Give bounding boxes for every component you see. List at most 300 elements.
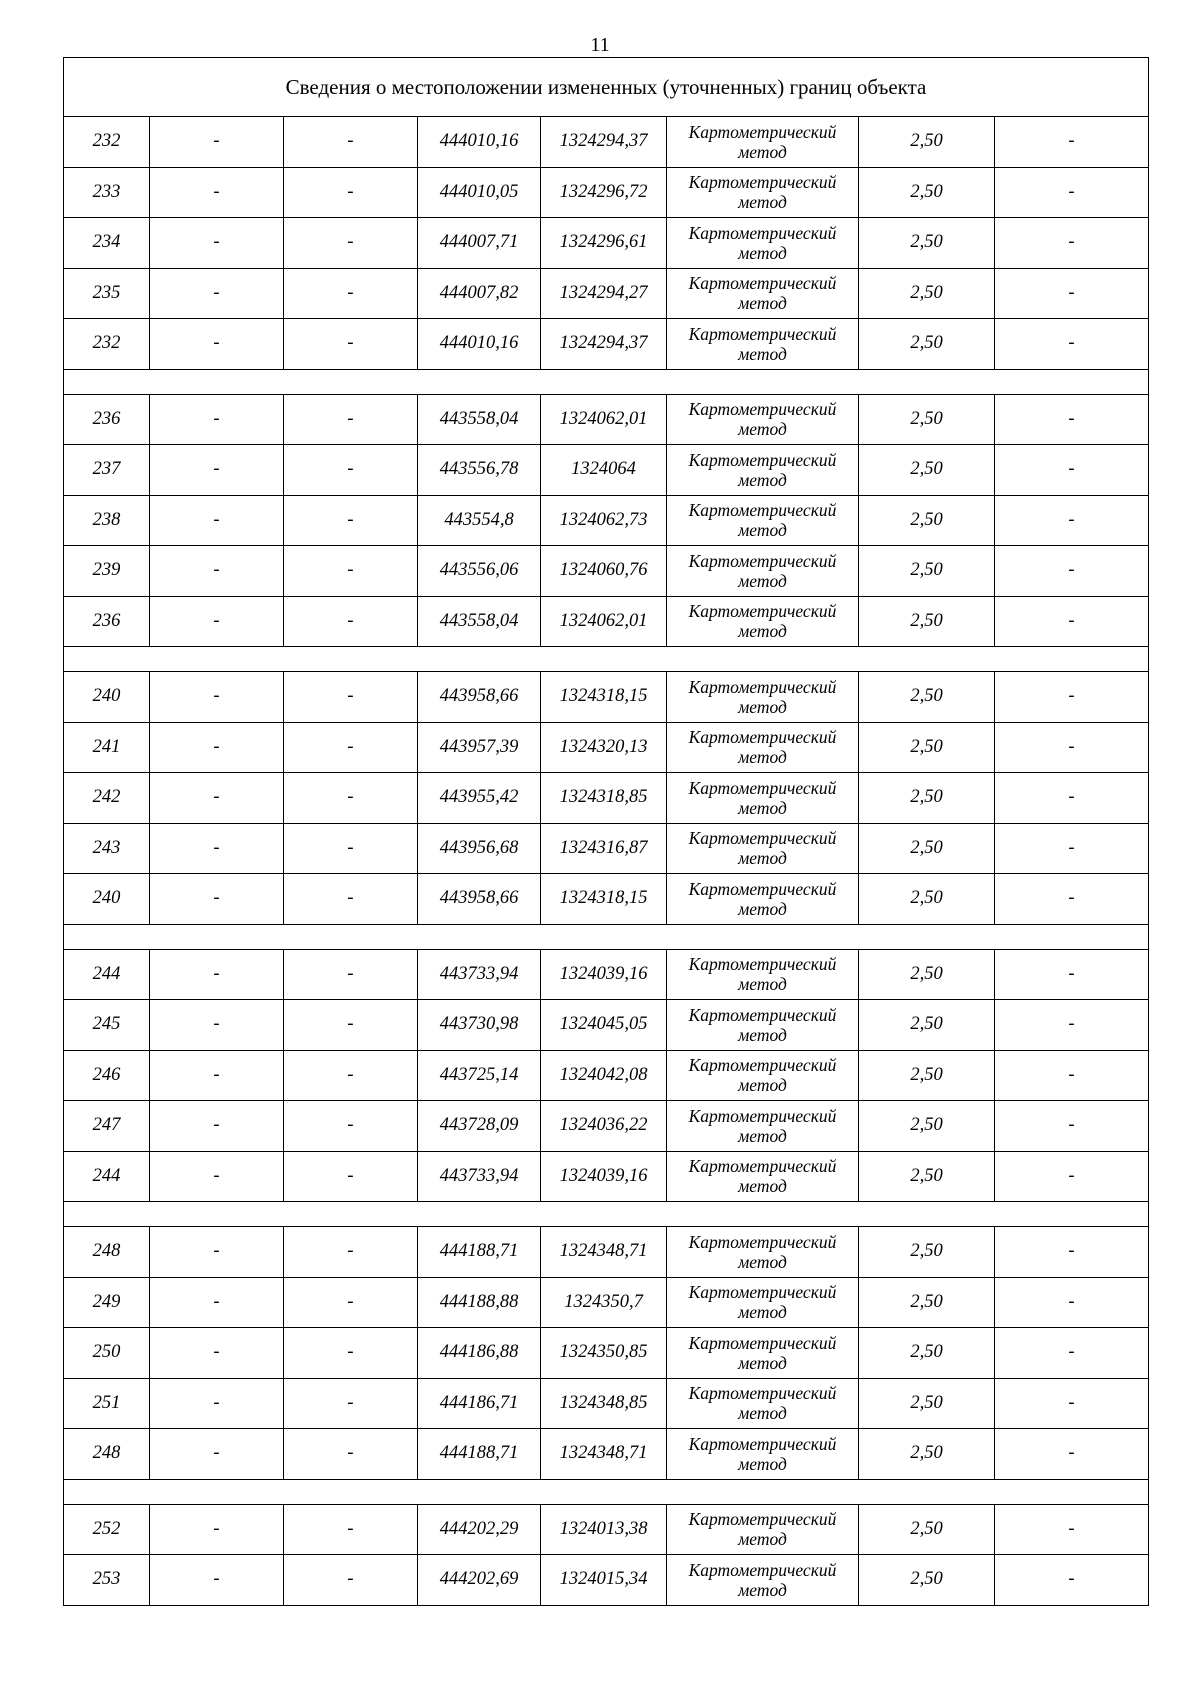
empty-cell: - [284, 546, 418, 597]
empty-cell: - [150, 672, 284, 723]
accuracy-cell: 2,50 [859, 1555, 995, 1606]
x-coordinate-cell: 444010,05 [418, 167, 541, 218]
y-coordinate-cell: 1324013,38 [541, 1504, 667, 1555]
method-cell [667, 773, 859, 824]
empty-cell: - [150, 1277, 284, 1328]
method-line-2: метод [738, 1075, 787, 1096]
empty-cell: - [150, 823, 284, 874]
x-coordinate-cell: 443556,78 [418, 445, 541, 496]
x-coordinate-cell: 443956,68 [418, 823, 541, 874]
method-cell [667, 874, 859, 925]
method-line-2: метод [738, 192, 787, 213]
table-body [64, 58, 1149, 1606]
empty-cell: - [150, 1050, 284, 1101]
method-line-1: Картометрический [688, 1105, 837, 1126]
y-coordinate-cell: 1324062,01 [541, 394, 667, 445]
table-row [64, 167, 1149, 218]
accuracy-cell: 2,50 [859, 117, 995, 168]
description-cell: - [995, 596, 1149, 647]
x-coordinate-cell: 444010,16 [418, 319, 541, 370]
description-cell: - [995, 672, 1149, 723]
empty-cell: - [284, 1227, 418, 1278]
description-cell: - [995, 1328, 1149, 1379]
y-coordinate-cell: 1324350,7 [541, 1277, 667, 1328]
y-coordinate-cell: 1324348,85 [541, 1378, 667, 1429]
x-coordinate-cell: 443558,04 [418, 394, 541, 445]
method-cell [667, 117, 859, 168]
method-line-1: Картометрический [688, 601, 837, 622]
method-cell [667, 319, 859, 370]
description-cell: - [995, 319, 1149, 370]
method-line-1: Картометрический [688, 1559, 837, 1580]
x-coordinate-cell: 444186,88 [418, 1328, 541, 1379]
method-line-1: Картометрический [688, 1055, 837, 1076]
x-coordinate-cell: 444202,29 [418, 1504, 541, 1555]
x-coordinate-cell: 443733,94 [418, 1151, 541, 1202]
accuracy-cell: 2,50 [859, 596, 995, 647]
x-coordinate-cell: 444188,71 [418, 1429, 541, 1480]
group-separator [64, 924, 1149, 949]
description-cell: - [995, 823, 1149, 874]
method-line-2: метод [738, 1125, 787, 1146]
empty-cell: - [150, 773, 284, 824]
y-coordinate-cell: 1324296,72 [541, 167, 667, 218]
description-cell: - [995, 1227, 1149, 1278]
description-cell: - [995, 1378, 1149, 1429]
method-line-1: Картометрический [688, 449, 837, 470]
empty-cell: - [284, 1050, 418, 1101]
table-title: Сведения о местоположении измененных (уточненных) границ объекта [64, 58, 1149, 117]
method-cell [667, 1227, 859, 1278]
method-cell [667, 546, 859, 597]
y-coordinate-cell: 1324042,08 [541, 1050, 667, 1101]
point-number-cell: 248 [64, 1429, 150, 1480]
table-row [64, 1277, 1149, 1328]
accuracy-cell: 2,50 [859, 1429, 995, 1480]
y-coordinate-cell: 1324318,15 [541, 874, 667, 925]
table-row [64, 117, 1149, 168]
table-row [64, 1429, 1149, 1480]
x-coordinate-cell: 443558,04 [418, 596, 541, 647]
method-cell [667, 445, 859, 496]
method-line-1: Картометрический [688, 1156, 837, 1177]
table-row [64, 546, 1149, 597]
description-cell: - [995, 495, 1149, 546]
accuracy-cell: 2,50 [859, 167, 995, 218]
point-number-cell: 235 [64, 268, 150, 319]
empty-cell: - [284, 1000, 418, 1051]
empty-cell: - [150, 1429, 284, 1480]
x-coordinate-cell: 443958,66 [418, 874, 541, 925]
accuracy-cell: 2,50 [859, 1227, 995, 1278]
method-line-2: метод [738, 141, 787, 162]
description-cell: - [995, 1050, 1149, 1101]
table-row [64, 874, 1149, 925]
accuracy-cell: 2,50 [859, 949, 995, 1000]
empty-cell: - [150, 1504, 284, 1555]
y-coordinate-cell: 1324294,37 [541, 319, 667, 370]
description-cell: - [995, 949, 1149, 1000]
point-number-cell: 233 [64, 167, 150, 218]
y-coordinate-cell: 1324318,15 [541, 672, 667, 723]
accuracy-cell: 2,50 [859, 319, 995, 370]
empty-cell: - [150, 722, 284, 773]
empty-cell: - [284, 773, 418, 824]
method-line-2: метод [738, 469, 787, 490]
table-row [64, 722, 1149, 773]
description-cell: - [995, 722, 1149, 773]
group-separator-row [64, 1479, 1149, 1504]
y-coordinate-cell: 1324039,16 [541, 949, 667, 1000]
y-coordinate-cell: 1324045,05 [541, 1000, 667, 1051]
empty-cell: - [150, 1555, 284, 1606]
table-row [64, 1328, 1149, 1379]
x-coordinate-cell: 444202,69 [418, 1555, 541, 1606]
empty-cell: - [284, 874, 418, 925]
method-cell [667, 218, 859, 269]
table-row [64, 773, 1149, 824]
accuracy-cell: 2,50 [859, 773, 995, 824]
empty-cell: - [284, 823, 418, 874]
method-line-2: метод [738, 1251, 787, 1272]
group-separator-row [64, 924, 1149, 949]
table-row [64, 1378, 1149, 1429]
description-cell: - [995, 268, 1149, 319]
empty-cell: - [150, 1101, 284, 1152]
method-cell [667, 949, 859, 1000]
empty-cell: - [150, 445, 284, 496]
y-coordinate-cell: 1324294,37 [541, 117, 667, 168]
accuracy-cell: 2,50 [859, 874, 995, 925]
table-row [64, 1101, 1149, 1152]
method-line-1: Картометрический [688, 1383, 837, 1404]
method-line-2: метод [738, 898, 787, 919]
method-line-2: метод [738, 1453, 787, 1474]
point-number-cell: 244 [64, 949, 150, 1000]
method-line-2: метод [738, 1024, 787, 1045]
y-coordinate-cell: 1324060,76 [541, 546, 667, 597]
point-number-cell: 241 [64, 722, 150, 773]
accuracy-cell: 2,50 [859, 1277, 995, 1328]
description-cell: - [995, 218, 1149, 269]
description-cell: - [995, 1277, 1149, 1328]
x-coordinate-cell: 444188,71 [418, 1227, 541, 1278]
empty-cell: - [284, 722, 418, 773]
y-coordinate-cell: 1324015,34 [541, 1555, 667, 1606]
method-cell [667, 1101, 859, 1152]
method-line-2: метод [738, 293, 787, 314]
point-number-cell: 245 [64, 1000, 150, 1051]
y-coordinate-cell: 1324348,71 [541, 1429, 667, 1480]
method-cell [667, 672, 859, 723]
group-separator-row [64, 647, 1149, 672]
accuracy-cell: 2,50 [859, 445, 995, 496]
empty-cell: - [284, 319, 418, 370]
description-cell: - [995, 1504, 1149, 1555]
table-row [64, 1555, 1149, 1606]
empty-cell: - [150, 117, 284, 168]
point-number-cell: 243 [64, 823, 150, 874]
method-cell [667, 1277, 859, 1328]
point-number-cell: 232 [64, 319, 150, 370]
group-separator-row [64, 369, 1149, 394]
table-row [64, 1000, 1149, 1051]
table-row [64, 1151, 1149, 1202]
page-number: 11 [590, 34, 610, 56]
empty-cell: - [150, 1227, 284, 1278]
method-cell [667, 1050, 859, 1101]
table-row [64, 268, 1149, 319]
method-cell [667, 1328, 859, 1379]
table-row [64, 319, 1149, 370]
table-row [64, 394, 1149, 445]
empty-cell: - [284, 394, 418, 445]
table-row [64, 949, 1149, 1000]
point-number-cell: 236 [64, 394, 150, 445]
empty-cell: - [284, 949, 418, 1000]
method-line-2: метод [738, 1176, 787, 1197]
method-line-2: метод [738, 974, 787, 995]
description-cell: - [995, 1555, 1149, 1606]
method-line-1: Картометрический [688, 172, 837, 193]
accuracy-cell: 2,50 [859, 495, 995, 546]
method-line-1: Картометрический [688, 222, 837, 243]
method-line-2: метод [738, 570, 787, 591]
empty-cell: - [284, 445, 418, 496]
method-cell [667, 268, 859, 319]
y-coordinate-cell: 1324294,27 [541, 268, 667, 319]
method-line-1: Картометрический [688, 323, 837, 344]
table-row [64, 445, 1149, 496]
empty-cell: - [284, 596, 418, 647]
x-coordinate-cell: 443955,42 [418, 773, 541, 824]
method-cell [667, 823, 859, 874]
method-line-2: метод [738, 1579, 787, 1600]
accuracy-cell: 2,50 [859, 394, 995, 445]
group-separator [64, 369, 1149, 394]
x-coordinate-cell: 443725,14 [418, 1050, 541, 1101]
empty-cell: - [150, 1000, 284, 1051]
empty-cell: - [150, 596, 284, 647]
method-cell [667, 1504, 859, 1555]
x-coordinate-cell: 443957,39 [418, 722, 541, 773]
description-cell: - [995, 394, 1149, 445]
empty-cell: - [150, 1378, 284, 1429]
method-line-2: метод [738, 1529, 787, 1550]
method-cell [667, 495, 859, 546]
x-coordinate-cell: 443958,66 [418, 672, 541, 723]
table-row [64, 1504, 1149, 1555]
method-cell [667, 394, 859, 445]
accuracy-cell: 2,50 [859, 218, 995, 269]
empty-cell: - [150, 268, 284, 319]
empty-cell: - [284, 1504, 418, 1555]
point-number-cell: 246 [64, 1050, 150, 1101]
accuracy-cell: 2,50 [859, 1328, 995, 1379]
x-coordinate-cell: 444186,71 [418, 1378, 541, 1429]
description-cell: - [995, 773, 1149, 824]
method-cell [667, 596, 859, 647]
method-line-1: Картометрический [688, 121, 837, 142]
accuracy-cell: 2,50 [859, 823, 995, 874]
method-line-1: Картометрический [688, 777, 837, 798]
method-line-1: Картометрический [688, 550, 837, 571]
description-cell: - [995, 1101, 1149, 1152]
accuracy-cell: 2,50 [859, 1504, 995, 1555]
empty-cell: - [284, 672, 418, 723]
x-coordinate-cell: 444007,82 [418, 268, 541, 319]
method-line-2: метод [738, 520, 787, 541]
point-number-cell: 239 [64, 546, 150, 597]
method-line-1: Картометрический [688, 828, 837, 849]
method-line-1: Картометрический [688, 727, 837, 748]
method-line-1: Картометрический [688, 399, 837, 420]
description-cell: - [995, 167, 1149, 218]
empty-cell: - [150, 1151, 284, 1202]
y-coordinate-cell: 1324039,16 [541, 1151, 667, 1202]
point-number-cell: 253 [64, 1555, 150, 1606]
empty-cell: - [150, 1328, 284, 1379]
empty-cell: - [284, 1277, 418, 1328]
description-cell: - [995, 1429, 1149, 1480]
x-coordinate-cell: 444007,71 [418, 218, 541, 269]
empty-cell: - [150, 218, 284, 269]
method-line-2: метод [738, 1352, 787, 1373]
method-line-1: Картометрический [688, 954, 837, 975]
empty-cell: - [284, 1378, 418, 1429]
y-coordinate-cell: 1324062,01 [541, 596, 667, 647]
point-number-cell: 240 [64, 874, 150, 925]
group-separator [64, 1202, 1149, 1227]
y-coordinate-cell: 1324062,73 [541, 495, 667, 546]
x-coordinate-cell: 443733,94 [418, 949, 541, 1000]
x-coordinate-cell: 443556,06 [418, 546, 541, 597]
accuracy-cell: 2,50 [859, 1151, 995, 1202]
point-number-cell: 234 [64, 218, 150, 269]
accuracy-cell: 2,50 [859, 722, 995, 773]
accuracy-cell: 2,50 [859, 672, 995, 723]
empty-cell: - [284, 218, 418, 269]
y-coordinate-cell: 1324348,71 [541, 1227, 667, 1278]
method-line-2: метод [738, 848, 787, 869]
empty-cell: - [284, 495, 418, 546]
accuracy-cell: 2,50 [859, 1000, 995, 1051]
y-coordinate-cell: 1324296,61 [541, 218, 667, 269]
empty-cell: - [284, 1555, 418, 1606]
method-cell [667, 1429, 859, 1480]
x-coordinate-cell: 444188,88 [418, 1277, 541, 1328]
x-coordinate-cell: 443728,09 [418, 1101, 541, 1152]
empty-cell: - [150, 495, 284, 546]
method-cell [667, 167, 859, 218]
method-line-1: Картометрический [688, 878, 837, 899]
description-cell: - [995, 445, 1149, 496]
table-row [64, 1227, 1149, 1278]
method-line-2: метод [738, 797, 787, 818]
empty-cell: - [284, 1151, 418, 1202]
empty-cell: - [150, 546, 284, 597]
method-cell [667, 1378, 859, 1429]
method-line-1: Картометрический [688, 676, 837, 697]
method-line-1: Картометрический [688, 1004, 837, 1025]
y-coordinate-cell: 1324320,13 [541, 722, 667, 773]
empty-cell: - [150, 949, 284, 1000]
point-number-cell: 244 [64, 1151, 150, 1202]
method-line-2: метод [738, 1302, 787, 1323]
table-row [64, 596, 1149, 647]
point-number-cell: 236 [64, 596, 150, 647]
method-line-1: Картометрический [688, 273, 837, 294]
boundary-coordinates-table [63, 57, 1149, 1606]
point-number-cell: 252 [64, 1504, 150, 1555]
accuracy-cell: 2,50 [859, 546, 995, 597]
point-number-cell: 247 [64, 1101, 150, 1152]
method-line-1: Картометрический [688, 1433, 837, 1454]
method-line-2: метод [738, 747, 787, 768]
x-coordinate-cell: 443730,98 [418, 1000, 541, 1051]
table-row [64, 1050, 1149, 1101]
method-line-1: Картометрический [688, 500, 837, 521]
method-line-1: Картометрический [688, 1231, 837, 1252]
empty-cell: - [150, 874, 284, 925]
method-line-2: метод [738, 242, 787, 263]
point-number-cell: 251 [64, 1378, 150, 1429]
method-line-2: метод [738, 1403, 787, 1424]
empty-cell: - [150, 319, 284, 370]
x-coordinate-cell: 443554,8 [418, 495, 541, 546]
group-separator [64, 647, 1149, 672]
accuracy-cell: 2,50 [859, 1050, 995, 1101]
method-line-1: Картометрический [688, 1332, 837, 1353]
description-cell: - [995, 117, 1149, 168]
point-number-cell: 238 [64, 495, 150, 546]
table-row [64, 495, 1149, 546]
y-coordinate-cell: 1324350,85 [541, 1328, 667, 1379]
point-number-cell: 232 [64, 117, 150, 168]
method-line-2: метод [738, 621, 787, 642]
description-cell: - [995, 1000, 1149, 1051]
group-separator-row [64, 1202, 1149, 1227]
accuracy-cell: 2,50 [859, 1378, 995, 1429]
point-number-cell: 237 [64, 445, 150, 496]
y-coordinate-cell: 1324064 [541, 445, 667, 496]
description-cell: - [995, 546, 1149, 597]
y-coordinate-cell: 1324318,85 [541, 773, 667, 824]
point-number-cell: 250 [64, 1328, 150, 1379]
accuracy-cell: 2,50 [859, 1101, 995, 1152]
method-line-2: метод [738, 419, 787, 440]
point-number-cell: 249 [64, 1277, 150, 1328]
description-cell: - [995, 874, 1149, 925]
table-row [64, 218, 1149, 269]
point-number-cell: 242 [64, 773, 150, 824]
method-line-1: Картометрический [688, 1509, 837, 1530]
point-number-cell: 240 [64, 672, 150, 723]
method-cell [667, 1151, 859, 1202]
group-separator [64, 1479, 1149, 1504]
empty-cell: - [284, 268, 418, 319]
empty-cell: - [284, 1101, 418, 1152]
method-cell [667, 1555, 859, 1606]
method-line-1: Картометрический [688, 1282, 837, 1303]
y-coordinate-cell: 1324316,87 [541, 823, 667, 874]
empty-cell: - [284, 117, 418, 168]
x-coordinate-cell: 444010,16 [418, 117, 541, 168]
empty-cell: - [150, 394, 284, 445]
table-row [64, 672, 1149, 723]
description-cell: - [995, 1151, 1149, 1202]
empty-cell: - [284, 167, 418, 218]
